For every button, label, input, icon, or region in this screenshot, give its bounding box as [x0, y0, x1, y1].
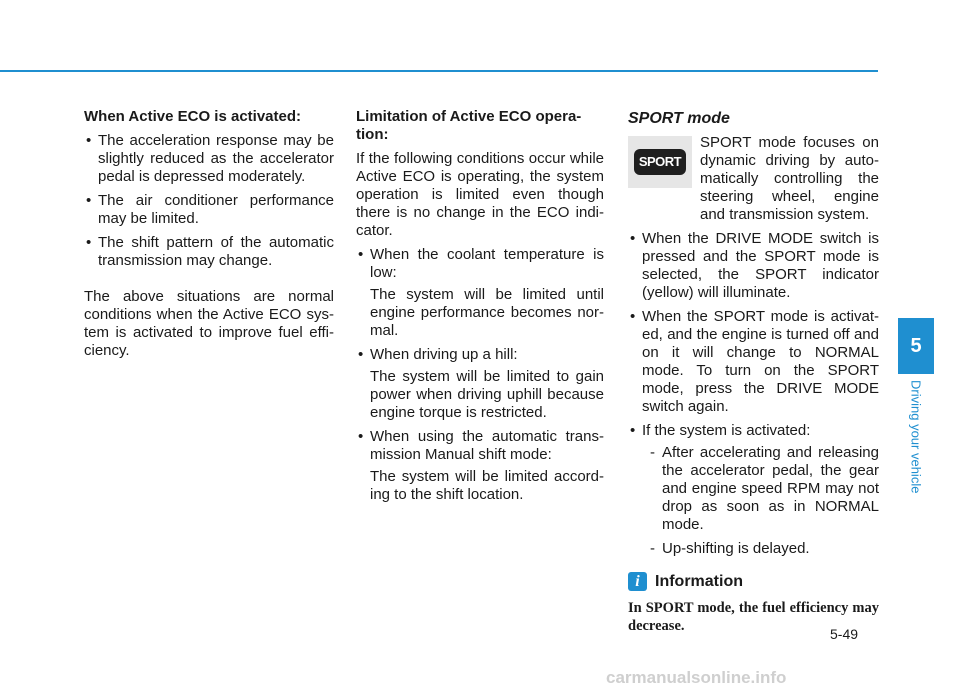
- eco-activated-list: [84, 132, 334, 270]
- list-item-title: • When using the automatic trans-mission Manual shift mode:: [370, 428, 604, 463]
- middle-column: [356, 108, 604, 510]
- limitation-intro: If the following conditions occur while Active ECO is operating, the system operation is limited even though there is no change in the ECO indi-cator.: [356, 150, 604, 239]
- information-label: Information: [655, 572, 743, 590]
- top-rule: [0, 70, 878, 72]
- information-text: In SPORT mode, the fuel efficiency may decrease.: [628, 600, 879, 634]
- watermark: carmanualsonline.info: [606, 668, 787, 687]
- list-item-detail: The system will be limited accord-ing to the shift location.: [370, 468, 604, 503]
- sport-intro-row: [628, 134, 879, 224]
- sport-list: [628, 230, 879, 558]
- information-header: [628, 572, 879, 591]
- limitation-heading: Limitation of Active ECO opera-tion:: [356, 108, 582, 143]
- left-column: [84, 108, 334, 366]
- list-item: [356, 428, 604, 504]
- list-item: • When the SPORT mode is activat-ed, and the engine is turned off and on it will change to NORMAL mode. To turn on the SPORT mode, press the DRIVE MODE switch again.: [628, 308, 879, 416]
- sport-icon-label: SPORT: [634, 149, 686, 175]
- chapter-label: Driving your vehicle: [908, 380, 924, 494]
- sport-mode-title: SPORT mode: [628, 110, 730, 127]
- list-item: • The shift pattern of the automatic transmission may change.: [84, 234, 334, 270]
- list-item: • When the DRIVE MODE switch is pressed and the SPORT mode is selected, the SPORT indicator (yellow) will illuminate.: [628, 230, 879, 302]
- chapter-tab: 5: [898, 318, 934, 374]
- sport-indicator-icon: [628, 136, 692, 188]
- dash-item: - Up-shifting is delayed.: [642, 540, 879, 558]
- list-item-detail: The system will be limited until engine performance becomes nor-mal.: [370, 286, 604, 339]
- page-number: 5-49: [830, 626, 859, 642]
- eco-paragraph: The above situations are normal conditions when the Active ECO sys-tem is activated to improve fuel effi-ciency.: [84, 288, 334, 359]
- list-item: • The acceleration response may be slightly reduced as the accelerator pedal is depressed moderately.: [84, 132, 334, 186]
- list-item: [628, 422, 879, 558]
- list-item: [356, 246, 604, 340]
- list-item-title: • When driving up a hill:: [370, 346, 518, 363]
- list-item: • The air conditioner performance may be limited.: [84, 192, 334, 228]
- sport-dash-list: [642, 444, 879, 558]
- list-item: [356, 346, 604, 422]
- list-item-title: If the system is activated:: [642, 422, 811, 439]
- right-column: [628, 110, 879, 635]
- eco-activated-heading: When Active ECO is activated:: [84, 108, 302, 125]
- dash-item: - After accelerating and releasing the accelerator pedal, the gear and engine speed RPM may not drop as soon as in NORMAL mode.: [642, 444, 879, 534]
- list-item-title: • When the coolant temperature is low:: [370, 246, 604, 281]
- info-icon: i: [628, 572, 647, 591]
- sport-intro: SPORT mode focuses on dynamic driving by auto-matically controlling the steering wheel, engine and transmission system.: [700, 134, 879, 223]
- list-item-detail: The system will be limited to gain power when driving uphill because engine torque is restricted.: [370, 368, 604, 421]
- limitation-list: [356, 246, 604, 504]
